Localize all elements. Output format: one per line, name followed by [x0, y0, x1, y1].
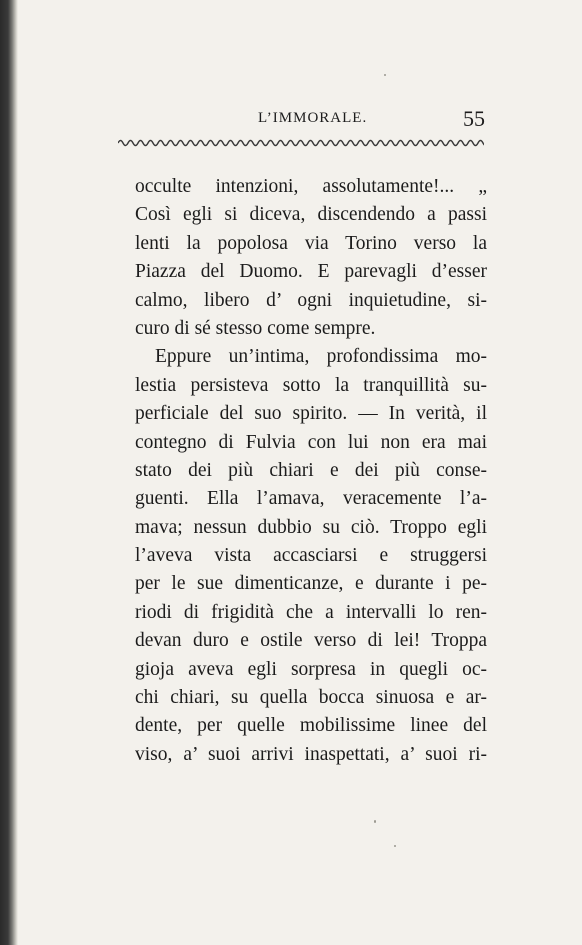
running-title: L’IMMORALE.	[258, 110, 368, 126]
text-line: l’aveva vista accasciarsi e struggersi	[135, 545, 487, 567]
text-line: Eppure un’intima, profondissima mo-	[155, 346, 487, 368]
text-line: Piazza del Duomo. E parevagli d’esser	[135, 261, 487, 283]
text-line: Così egli si diceva, discendendo a passi	[135, 204, 487, 226]
text-line: gioja aveva egli sorpresa in quegli oc-	[135, 658, 487, 680]
text-line: occulte intenzioni, assolutamente!... „	[135, 176, 487, 197]
page-number: 55	[463, 106, 485, 131]
text-line: devan duro e ostile verso di lei! Troppa	[135, 630, 487, 652]
text-line: mava; nessun dubbio su ciò. Troppo egli	[135, 516, 487, 538]
paper-speck	[384, 74, 386, 76]
paper-speck	[374, 820, 376, 823]
text-line: dente, per quelle mobilissime linee del	[135, 715, 487, 737]
book-spine-shadow	[0, 0, 18, 945]
text-line: perficiale del suo spirito. — In verità, il	[135, 403, 487, 425]
decorative-rule-ornament	[118, 138, 484, 148]
text-line: stato dei più chiari e dei più conse-	[135, 459, 487, 481]
text-line: per le sue dimenticanze, e durante i pe-	[135, 573, 487, 595]
paper-speck	[394, 845, 396, 847]
text-line: contegno di Fulvia con lui non era mai	[135, 431, 487, 453]
text-line: lenti la popolosa via Torino verso la	[135, 232, 487, 254]
text-line: chi chiari, su quella bocca sinuosa e ar-	[135, 687, 487, 709]
book-page	[18, 0, 582, 945]
text-line: viso, a’ suoi arrivi inaspettati, a’ suoi ri-	[135, 743, 487, 765]
text-line: calmo, libero d’ ogni inquietudine, si-	[135, 289, 487, 311]
text-line: curo di sé stesso come sempre.	[135, 317, 376, 339]
text-line: guenti. Ella l’amava, veracemente l’a-	[135, 488, 487, 510]
text-line: lestia persisteva sotto la tranquillità su-	[135, 374, 487, 396]
running-header	[18, 106, 582, 136]
body-text	[135, 173, 487, 769]
text-line: riodi di frigidità che a intervalli lo ren-	[135, 601, 487, 623]
